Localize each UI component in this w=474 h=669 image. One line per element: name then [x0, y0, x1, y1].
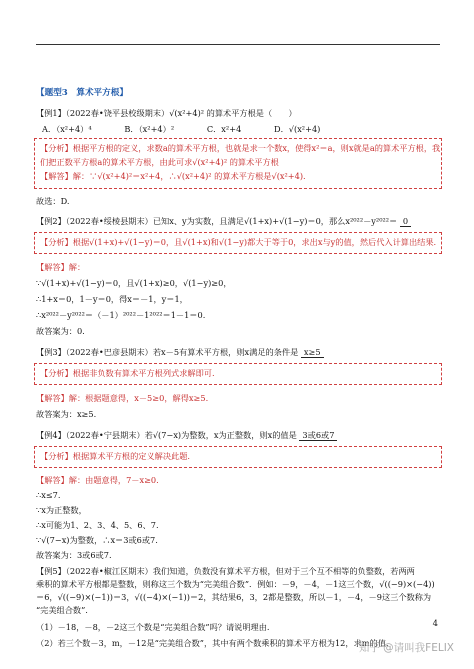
ex2-blank: 0: [400, 216, 411, 227]
ex3-blank: x≥5: [301, 347, 324, 358]
ex1-conclusion: 故选：D.: [36, 196, 70, 206]
ex4-step-4: ∵√(7−x)为整数，∴x＝3或6或7.: [36, 535, 158, 545]
ex5-line-2: 乘积的算术平方根都是整数，则称这三个数为“完美组合数”．例如：－9，－4，－1这三个数，√((−9)×(−4)): [36, 579, 435, 589]
ex1-question: 【例1】（2022春•饶平县校级期末）√(x²+4)² 的算术平方根是（ ）: [36, 108, 297, 118]
ex4-step-3: ∴x可能为1、2、3、4、5、6、7.: [36, 520, 159, 530]
ex4-analysis: 【分析】根据算术平方根的定义解决此题.: [40, 451, 190, 461]
ex4-answer: 【解答】解：由题意得，7－x≥0.: [36, 475, 159, 485]
ex4-step-1: ∴x≤7.: [36, 490, 61, 500]
ex4-question-text: 【例4】（2022春•宁县期末）若√(7−x)为整数，x为正整数，则x的值是: [36, 430, 297, 440]
ex1-options: A．（x²+4）⁴ B．（x²+4）² C．x²+4 D．√(x²+4): [42, 124, 321, 134]
ex3-question-text: 【例3】（2022春•巴彦县期末）若x－5有算术平方根，则x满足的条件是: [36, 347, 299, 357]
ex4-blank: 3或6或7: [299, 430, 337, 441]
ex2-step-2: ∴1+x＝0，1－y＝0，得x＝－1，y＝1，: [36, 294, 188, 304]
ex4-conclusion: 故答案为：3或6或7.: [36, 550, 112, 560]
ex3-conclusion: 故答案为：x≥5.: [36, 409, 97, 419]
ex3-question: [36, 347, 324, 358]
section-title: 【题型3 算术平方根】: [36, 88, 128, 98]
header-rule: [36, 44, 440, 45]
ex1-answer: 【解答】解：∵√(x²+4)²＝x²+4，∴√(x²+4)² 的算术平方根是√(x²+4).: [40, 171, 306, 181]
ex2-step-1: ∵√(1+x)+√(1−y)＝0，且√(1+x)≥0，√(1−y)≥0，: [36, 278, 232, 288]
ex2-question-text: 【例2】（2022春•绥棱县期末）已知x、y为实数，且满足√(1+x)+√(1−y)＝0，那么x²⁰²²－y²⁰²²＝: [36, 216, 398, 226]
ex2-conclusion: 故答案为：0.: [36, 326, 85, 336]
ex5-part-2: （2）若三个数－3，m，－12是“完美组合数”，其中有两个数乘积的算术平方根为12，求m的值.: [36, 638, 389, 648]
ex4-question: [36, 430, 337, 441]
ex1-analysis-1: 【分析】根据平方根的定义，求数a的算术平方根，也就是求一个数x，使得x²＝a，则x就是a的算术平方根，我: [40, 143, 441, 153]
ex3-answer: 【解答】解：根据题意得，x－5≥0，解得x≥5.: [36, 393, 209, 403]
ex2-answer-label: 【解答】解：: [36, 262, 86, 272]
ex5-line-1: 【例5】（2022春•椒江区期末）我们知道，负数没有算术平方根，但对于三个互不相等的负整数，若两两: [36, 566, 415, 576]
ex2-step-3: ∴x²⁰²²－y²⁰²²＝（－1）²⁰²²－1²⁰²²＝1－1＝0.: [36, 310, 206, 320]
ex2-question: [36, 216, 411, 227]
ex2-analysis: 【分析】根据√(1+x)+√(1−y)＝0，且√(1+x)和√(1−y)都大于等于0，求出x与y的值，然后代入计算出结果.: [40, 237, 437, 247]
ex3-analysis: 【分析】根据非负数有算术平方根列式求解即可.: [40, 368, 215, 378]
watermark: 知乎 @请叫我FELIX: [358, 642, 454, 654]
ex4-step-2: ∵x为正整数，: [36, 505, 87, 515]
ex5-line-4: “完美组合数”.: [36, 605, 88, 615]
page-number: 4: [432, 618, 438, 628]
ex5-part-1: （1）－18，－8，－2这三个数是“完美组合数”吗？请说明理由.: [36, 622, 270, 632]
ex1-analysis-2: 们把正数平方根a的算术平方根，由此可求√(x²+4)² 的算术平方根: [40, 157, 279, 167]
ex5-line-3: ＝6，√((−9)×(−1))＝3，√((−4)×(−1))＝2，其结果6，3，2都是整数，所以－1，－4，－9这三个数称为: [36, 592, 432, 602]
